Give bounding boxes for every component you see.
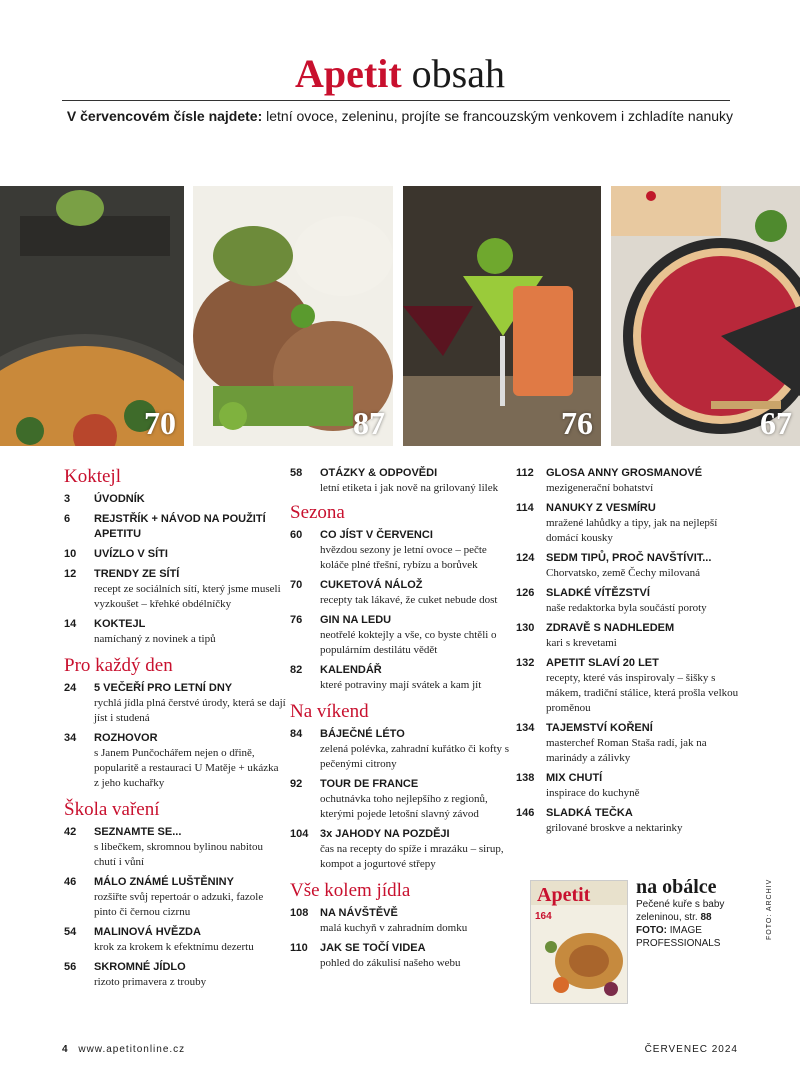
toc-page: 12 [64,568,77,580]
lead-text [0,108,800,124]
toc-page: 124 [516,552,535,564]
toc-entry[interactable] [64,731,286,791]
toc-page: 138 [516,772,535,784]
toc-title: NA NÁVŠTĚVĚ [320,907,398,919]
cover-caption-text: Pečené kuře s baby zeleninou, str. [636,899,725,923]
toc-page: 58 [290,467,303,479]
cover-photo-credit [636,924,746,950]
toc-entry[interactable] [290,466,512,496]
toc-entry[interactable] [64,547,286,562]
toc-title: KOKTEJL [94,618,146,630]
footer-url[interactable]: www.apetitonline.cz [78,1044,186,1055]
toc-title: APETIT SLAVÍ 20 LET [546,657,659,669]
toc-title: TOUR DE FRANCE [320,778,419,790]
section-title: Na víkend [290,701,369,722]
toc-title: 3x JAHODY NA POZDĚJI [320,828,450,840]
section-title: Sezona [290,502,345,523]
photo-credit-vertical: FOTO: ARCHIV [766,878,773,940]
toc-title: OTÁZKY & ODPOVĚDI [320,467,438,479]
toc-desc: grilované broskve a nektarinky [546,822,683,834]
toc-page: 34 [64,732,77,744]
toc-entry[interactable] [64,875,286,920]
toc-desc: rozšiřte svůj repertoár o adzuki, fazole pinto či černou cizrnu [94,891,264,918]
header-rule [62,100,730,101]
toc-title: GIN NA LEDU [320,614,392,626]
toc-desc: čas na recepty do spíže i mrazáku – sirup, kompot a jogurtové střepy [320,843,504,870]
cover-mag-name: Apetit [537,884,591,906]
toc-desc: naše redaktorka byla součástí poroty [546,602,707,614]
footer-issue: ČERVENEC 2024 [644,1044,738,1055]
section-title: Škola vaření [64,799,160,820]
toc-entry[interactable] [64,825,286,870]
photo-strip [0,186,800,446]
toc-desc: hvězdou sezony je letní ovoce – pečte koláče plné třešní, rybízu a borůvek [320,544,487,571]
footer-left [62,1044,185,1055]
lead-rest: letní ovoce, zeleninu, projíte se francouzským venkovem i zchladíte nanuky [262,108,734,124]
toc-page: 14 [64,618,77,630]
toc-entry[interactable] [290,941,512,971]
toc-title: BÁJEČNÉ LÉTO [320,728,405,740]
toc-desc: s Janem Punčochářem nejen o dřině, popularitě a restauraci U Matěje + ukázka z jeho kuchařky [94,747,279,789]
cover-caption [636,898,746,924]
toc-entry[interactable] [64,567,286,612]
toc-title: CUKETOVÁ NÁLOŽ [320,579,423,591]
toc-entry[interactable] [290,578,512,608]
toc-title: KALENDÁŘ [320,664,382,676]
toc-entry[interactable] [516,466,740,496]
toc-desc: zelená polévka, zahradní kuřátko či kofty s pečenými citrony [320,743,510,770]
toc-title: 5 VEČEŘÍ PRO LETNÍ DNY [94,682,233,694]
currant-tart-photo[interactable] [611,186,800,446]
toc-desc: pohled do zákulisí našeho webu [320,957,461,969]
gin-cocktails-photo[interactable] [403,186,601,446]
toc-title: TAJEMSTVÍ KOŘENÍ [546,722,653,734]
toc-desc: rychlá jídla plná čerstvé úrody, která se dají jíst i studená [94,697,286,724]
toc-title: CO JÍST V ČERVENCI [320,529,433,541]
toc-entry[interactable] [64,617,286,647]
toc-page: 132 [516,657,535,669]
page-number-badge: 67 [760,405,792,441]
toc-title: UVÍZLO V SÍTI [94,548,168,560]
toc-desc: masterchef Roman Staša radí, jak na marinády a zálivky [546,737,707,764]
section-title: Koktejl [64,466,121,487]
toc-desc: které potraviny mají svátek a kam jít [320,679,482,691]
toc-title: TRENDY ZE SÍTÍ [94,568,180,580]
toc-desc: rizoto primavera z trouby [94,976,207,988]
toc-column-3 [516,466,740,841]
toc-entry[interactable] [64,925,286,955]
toc-title: MALINOVÁ HVĚZDA [94,926,201,938]
toc-entry[interactable] [290,777,512,822]
toc-page: 134 [516,722,535,734]
toc-desc: letní etiketa i jak nově na grilovaný lilek [320,482,499,494]
toc-page: 46 [64,876,77,888]
toc-page: 92 [290,778,303,790]
toc-title: GLOSA ANNY GROSMANOVÉ [546,467,703,479]
toc-entry[interactable] [516,501,740,546]
toc-page: 3 [64,493,71,505]
toc-desc: recepty, které vás inspirovaly – šišky s mákem, tradiční stálice, která prošla velkou proměnou [546,672,739,714]
toc-entry[interactable] [516,586,740,616]
toc-entry[interactable] [64,681,286,726]
toc-title: ROZHOVOR [94,732,158,744]
toc-title: SLADKÁ TEČKA [546,807,633,819]
toc-page: 70 [290,579,303,591]
footer-page-number: 4 [62,1044,69,1055]
toc-entry[interactable] [290,727,512,772]
page-number-badge: 87 [353,405,385,441]
toc-desc: Chorvatsko, země Čechy milovaná [546,567,700,579]
toc-page: 60 [290,529,303,541]
toc-entry[interactable] [64,960,286,990]
toc-column-1 [64,466,286,995]
toc-page: 130 [516,622,535,634]
toc-page: 24 [64,682,77,694]
toc-title: NANUKY Z VESMÍRU [546,502,656,514]
page-title [0,50,800,98]
cover-mag-num: 164 [535,911,552,922]
cover-thumbnail[interactable] [530,880,628,1004]
toc-page: 54 [64,926,77,938]
toc-entry[interactable] [290,827,512,872]
grilled-meat-photo[interactable] [193,186,393,446]
toc-desc: kari s krevetami [546,637,617,649]
section-title: Pro každý den [64,655,173,676]
toc-page: 114 [516,502,534,514]
toc-title: MÁLO ZNÁMÉ LUŠTĚNINY [94,876,234,888]
toc-column-2 [290,466,512,976]
toc-page: 10 [64,548,77,560]
cover-foto-label: FOTO: [636,925,667,936]
toc-desc: malá kuchyň v zahradním domku [320,922,468,934]
cover-heading: na obálce [636,876,717,898]
toc-title: ÚVODNÍK [94,493,145,505]
toc-entry[interactable] [64,512,286,542]
toc-title: SEDM TIPŮ, PROČ NAVŠTÍVIT... [546,552,712,564]
toc-desc: mezigenerační bohatství [546,482,654,494]
toc-entry[interactable] [516,551,740,581]
toc-entry[interactable] [64,492,286,507]
toc-page: 112 [516,467,534,479]
toc-desc: mražené lahůdky a tipy, jak na nejlepší domácí kousky [546,517,718,544]
baked-dish-photo[interactable] [0,186,184,446]
toc-entry[interactable] [516,621,740,651]
toc-entry[interactable] [516,656,740,716]
cover-image [531,881,628,1004]
cover-foto-value: IMAGE PROFESSIONALS [636,925,721,949]
toc-desc: recepty tak lákavé, že cuket nebude dost [320,594,498,606]
toc-desc: ochutnávka toho nejlepšího z regionů, kterými pojede letošní slavný závod [320,793,488,820]
cover-page: 88 [700,912,712,923]
cover-text [636,876,746,950]
toc-desc: inspirace do kuchyně [546,787,640,799]
toc-page: 82 [290,664,303,676]
title-word: obsah [411,51,505,96]
toc-title: ZDRAVĚ S NADHLEDEM [546,622,675,634]
toc-entry[interactable] [290,528,512,573]
toc-page: 104 [290,828,309,840]
section-title: Vše kolem jídla [290,880,411,901]
toc-entry[interactable] [516,721,740,766]
toc-entry[interactable] [290,613,512,658]
toc-title: SLADKÉ VÍTĚZSTVÍ [546,587,650,599]
toc-page: 126 [516,587,535,599]
toc-desc: namíchaný z novinek a tipů [94,633,216,645]
toc-page: 6 [64,513,71,525]
toc-title: REJSTŘÍK + NÁVOD NA POUŽITÍ APETITU [94,513,266,540]
page-number-badge: 70 [144,405,176,441]
lead-bold: V červencovém čísle najdete: [66,108,263,124]
toc-entry[interactable] [290,906,512,936]
toc-page: 110 [290,942,308,954]
toc-entry[interactable] [290,663,512,693]
toc-desc: neotřelé koktejly a vše, co byste chtěli o populárním destilátu vědět [320,629,497,656]
toc-desc: recept ze sociálních sítí, který jsme museli vyzkoušet – křehké obdélníčky [94,583,281,610]
toc-title: JAK SE TOČÍ VIDEA [320,942,426,954]
brand-name: Apetit [295,51,402,96]
toc-page: 146 [516,807,535,819]
toc-title: SEZNAMTE SE... [94,826,182,838]
toc-page: 42 [64,826,77,838]
toc-page: 56 [64,961,77,973]
toc-desc: krok za krokem k efektnímu dezertu [94,941,254,953]
page-number-badge: 76 [561,405,593,441]
toc-desc: s libečkem, skromnou bylinou nabitou chutí i vůní [94,841,263,868]
cover-box [520,872,740,1004]
toc-title: SKROMNÉ JÍDLO [94,961,186,973]
toc-title: MIX CHUTÍ [546,772,603,784]
toc-page: 76 [290,614,303,626]
toc-page: 108 [290,907,309,919]
toc-page: 84 [290,728,303,740]
toc-entry[interactable] [516,806,740,836]
toc-entry[interactable] [516,771,740,801]
